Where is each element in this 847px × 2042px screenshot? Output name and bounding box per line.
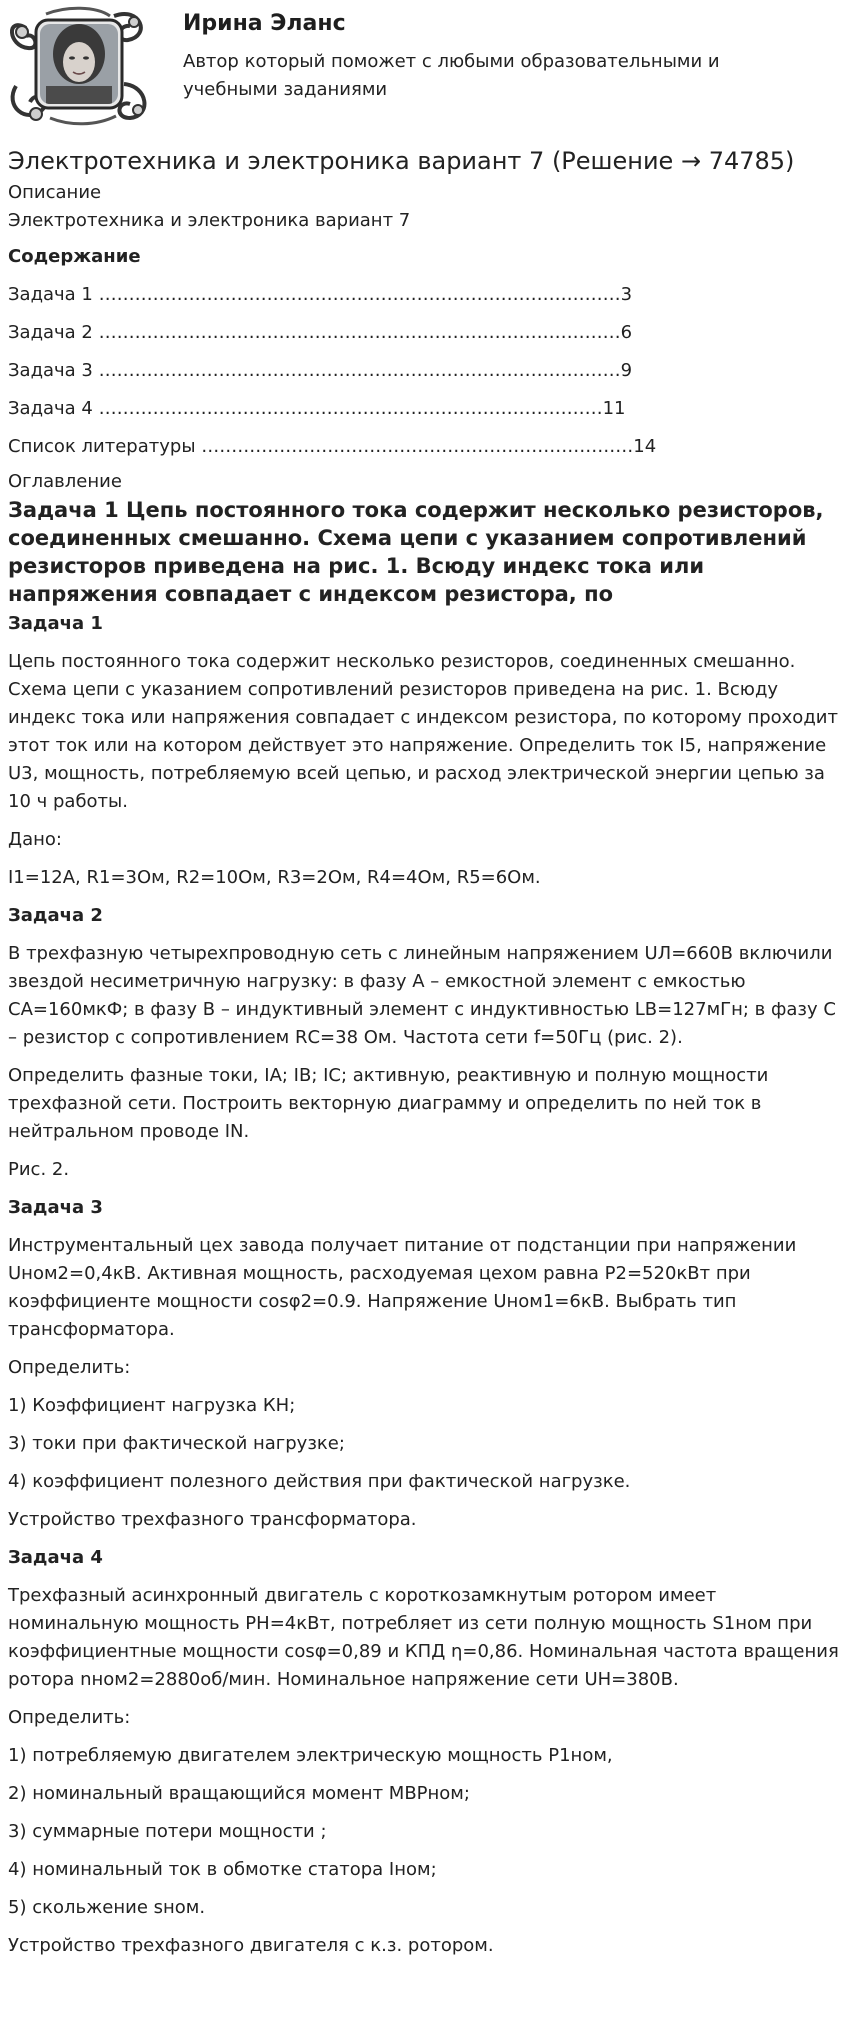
task-title: Задача 1: [8, 613, 103, 634]
toc-footer-label: Оглавление: [8, 471, 122, 492]
task-paragraph: 4) номинальный ток в обмотке статора Iном;: [8, 1859, 437, 1880]
task-title: Задача 4: [8, 1547, 103, 1568]
author-name[interactable]: Ирина Эланс: [183, 11, 346, 36]
toc-item: Задача 1 ……………………………………………………………………………3: [8, 284, 633, 305]
description-label: Описание: [8, 182, 102, 203]
author-header: [0, 0, 847, 130]
task-paragraph: Рис. 2.: [8, 1159, 70, 1180]
task-paragraph: 1) потребляемую двигателем электрическую мощность Р1ном,: [8, 1745, 613, 1766]
page-title: Электротехника и электроника вариант 7 (Решение → 74785): [8, 147, 795, 175]
task-paragraph: 3) суммарные потери мощности ;: [8, 1821, 327, 1842]
main-content: [8, 143, 840, 1970]
toc-item: Задача 3 ……………………………………………………………………………9: [8, 360, 633, 381]
toc-item: Задача 4 …………………………………………………………………………11: [8, 398, 626, 419]
author-avatar: [6, 6, 151, 126]
task-paragraph: 1) Коэффициент нагрузка КН;: [8, 1395, 296, 1416]
task-paragraph: 5) скольжение sном.: [8, 1897, 206, 1918]
author-description: Автор который поможет с любыми образовательными и учебными заданиями: [183, 51, 720, 100]
task-paragraph: Определить:: [8, 1707, 131, 1728]
task-paragraph: Устройство трехфазного трансформатора.: [8, 1509, 417, 1530]
task-paragraph: Цепь постоянного тока содержит несколько резисторов, соединенных смешанно. Схема цепи с указанием сопротивлений резисторов приведена на рис. 1. Всюду индекс тока или напряжения совпадает с индексом резистора, по которому проходит этот ток или на котором действует это напряжение. Определить ток I5, напряжение U3, мощность, потребляемую всей цепью, и расход электрической энергии цепью за 10 ч работы.: [8, 651, 838, 812]
task-paragraph: Дано:: [8, 829, 62, 850]
task-paragraph: Определить фазные токи, IA; IB; IC; активную, реактивную и полную мощности трехфазной сети. Построить векторную диаграмму и определить по ней ток в нейтральном проводе IN.: [8, 1065, 769, 1142]
toc-heading: Содержание: [8, 246, 141, 267]
toc-item: Задача 2 ……………………………………………………………………………6: [8, 322, 633, 343]
task-paragraph: Устройство трехфазного двигателя с к.з. ротором.: [8, 1935, 494, 1956]
task-paragraph: В трехфазную четырехпроводную сеть с линейным напряжением UЛ=660В включили звездой несиметричную нагрузку: в фазу А – емкостной элемент с емкостью СА=160мкФ; в фазу В – индуктивный элемент с индуктивностью LВ=127мГн; в фазу С – резистор с сопротивлением RС=38 Ом. Частота сети f=50Гц (рис. 2).: [8, 943, 836, 1048]
task-paragraph: Инструментальный цех завода получает питание от подстанции при напряжении Uном2=0,4кВ. Активная мощность, расходуемая цехом равна Р2=520кВт при коэффициенте мощности cosφ2=0.9. Напряжение Uном1=6кВ. Выбрать тип трансформатора.: [8, 1235, 797, 1340]
task-paragraph: 4) коэффициент полезного действия при фактической нагрузке.: [8, 1471, 631, 1492]
page-subtitle: Электротехника и электроника вариант 7: [8, 210, 411, 231]
task-title: Задача 3: [8, 1197, 103, 1218]
task-paragraph: I1=12А, R1=3Ом, R2=10Ом, R3=2Ом, R4=4Ом, R5=6Ом.: [8, 867, 541, 888]
excerpt-heading: Задача 1 Цепь постоянного тока содержит несколько резисторов, соединенных смешанно. Схема цепи с указанием сопротивлений резисторов приведена на рис. 1. Всюду индекс тока или напряжения совпадает с индексом резистора, по: [8, 498, 824, 606]
task-paragraph: 3) токи при фактической нагрузке;: [8, 1433, 345, 1454]
toc-item: Список литературы ………………………………………………………………14: [8, 436, 657, 457]
task-paragraph: Трехфазный асинхронный двигатель с короткозамкнутым ротором имеет номинальную мощность РН=4кВт, потребляет из сети полную мощность S1ном при коэффициентные мощности cosφ=0,89 и КПД η=0,86. Номинальная частота вращения ротора nном2=2880об/мин. Номинальное напряжение сети UН=380В.: [8, 1585, 839, 1690]
task-paragraph: 2) номинальный вращающийся момент МВРном;: [8, 1783, 470, 1804]
task-paragraph: Определить:: [8, 1357, 131, 1378]
task-title: Задача 2: [8, 905, 103, 926]
